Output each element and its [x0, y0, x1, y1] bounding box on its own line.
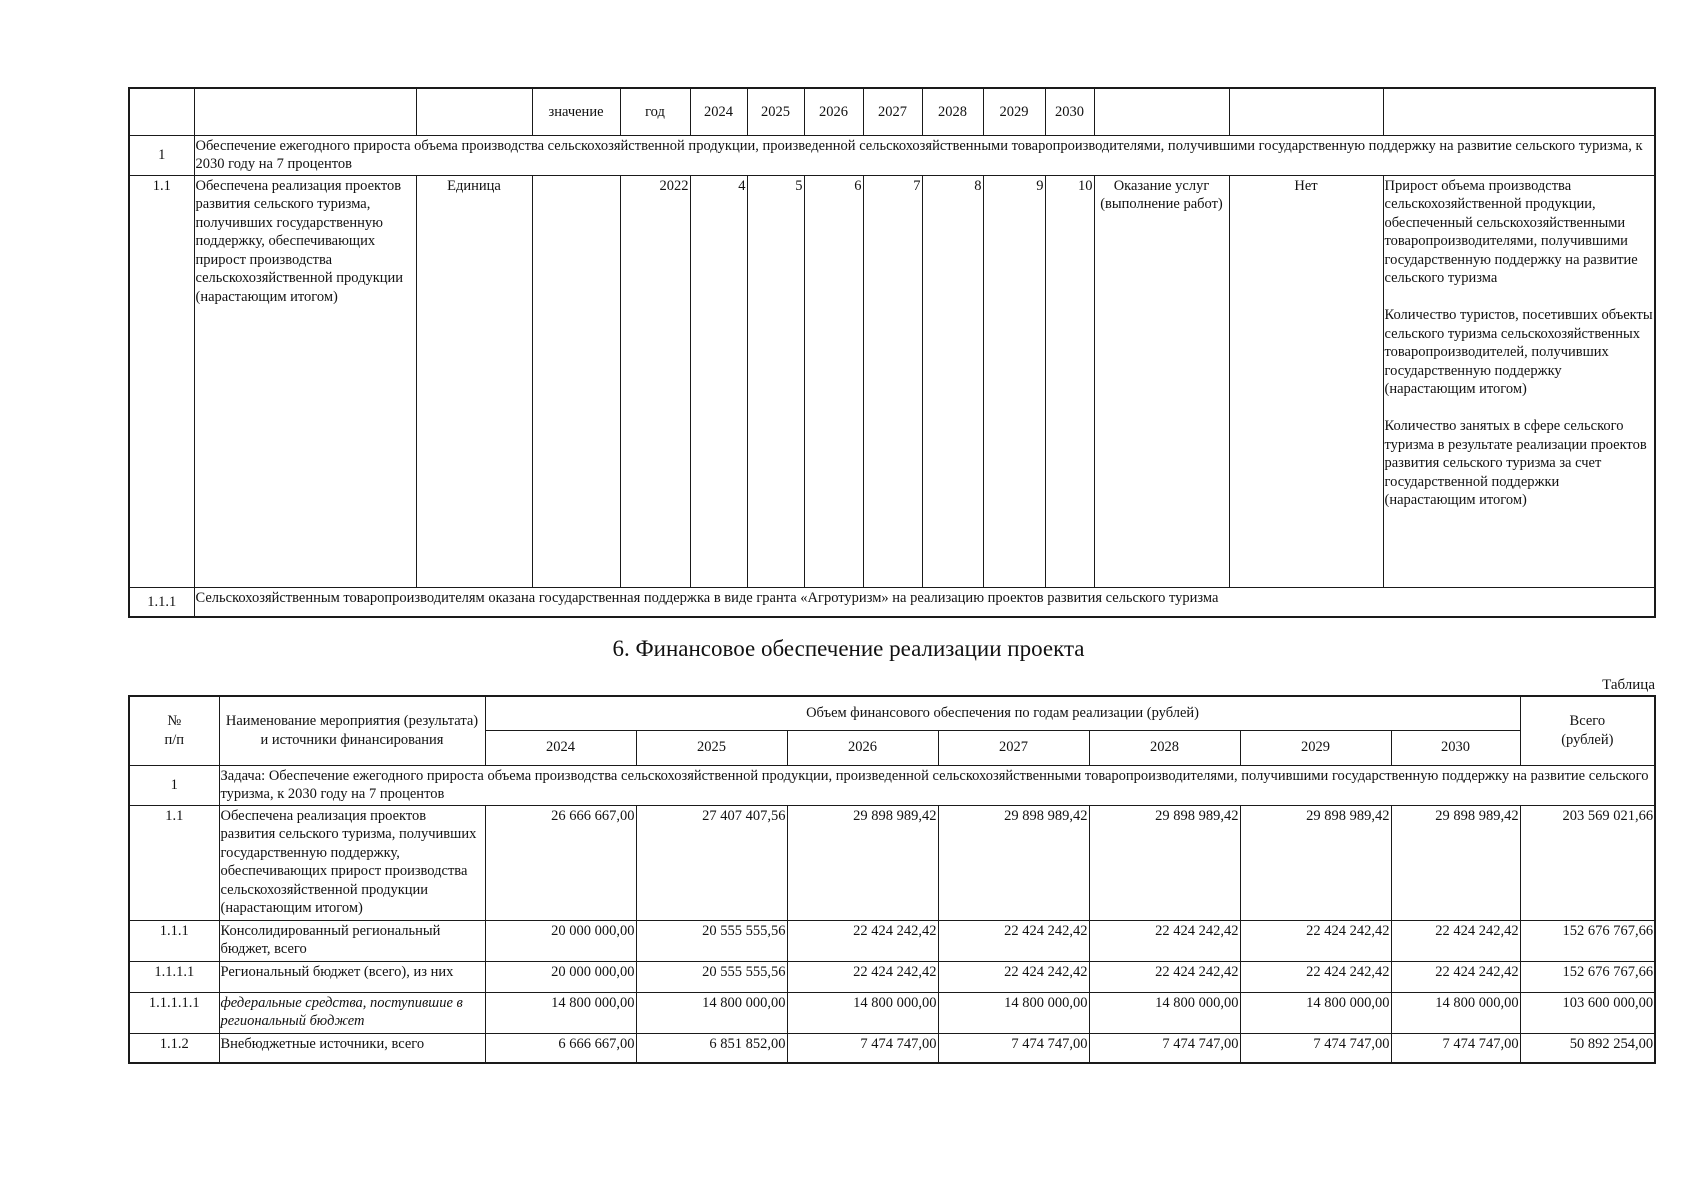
result-unit: Единица	[416, 175, 532, 587]
row-value-2027: 22 424 242,42	[938, 961, 1089, 992]
task-text: Задача: Обеспечение ежегодного прироста объема производства сельскохозяйственной продукции, произведенной сельскохозяйственными товаропроизводителями, получившими государственную поддержку на развитие сельского туризма, к 2030 году на 7 процентов	[219, 765, 1655, 805]
header-cell-empty	[1229, 88, 1383, 135]
finance-row	[129, 1033, 1655, 1063]
table-caption: Таблица	[1602, 677, 1655, 693]
result-value-2024: 4	[690, 175, 747, 587]
finance-header-row	[129, 696, 1655, 730]
header-value: значение	[532, 88, 620, 135]
result-base-value	[532, 175, 620, 587]
row-value-2027: 29 898 989,42	[938, 805, 1089, 920]
header-cell-empty	[1094, 88, 1229, 135]
row-number: 1.1.1.1	[129, 961, 219, 992]
finance-row	[129, 805, 1655, 920]
row-value-2024: 20 000 000,00	[485, 961, 636, 992]
result-value-2026: 6	[804, 175, 863, 587]
result-link: Прирост объема производства сельскохозяйственной продукции, обеспеченный сельскохозяйственными товаропроизводителями, получившими государственную поддержку на развитие сельского туризма Количество туристов, посетивших объекты сельского туризма сельскохозяйственных товаропроизводителей, получивших государственную поддержку (нарастающим итогом) Количество занятых в сфере сельского туризма в результате реализации проектов развития сельского туризма за счет государственной поддержки (нарастающим итогом)	[1383, 175, 1655, 587]
result-value-2025: 5	[747, 175, 804, 587]
header-year-2028: 2028	[922, 88, 983, 135]
row-value-2030: 14 800 000,00	[1391, 992, 1520, 1033]
row-value-2030: 7 474 747,00	[1391, 1033, 1520, 1063]
row-value-2025: 14 800 000,00	[636, 992, 787, 1033]
task-row	[129, 135, 1655, 175]
finance-row	[129, 920, 1655, 961]
row-value-2027: 7 474 747,00	[938, 1033, 1089, 1063]
header-number: № п/п	[129, 696, 219, 765]
row-value-2030: 22 424 242,42	[1391, 961, 1520, 992]
header-year-2027: 2027	[863, 88, 922, 135]
row-value-2025: 20 555 555,56	[636, 961, 787, 992]
header-total: Всего (рублей)	[1520, 696, 1655, 765]
row-value-2029: 7 474 747,00	[1240, 1033, 1391, 1063]
year-2029: 2029	[1240, 730, 1391, 765]
row-value-2026: 7 474 747,00	[787, 1033, 938, 1063]
result-base-year: 2022	[620, 175, 690, 587]
header-cell-empty	[194, 88, 416, 135]
header-year-2025: 2025	[747, 88, 804, 135]
row-name: Консолидированный региональный бюджет, всего	[219, 920, 485, 961]
row-value-2026: 29 898 989,42	[787, 805, 938, 920]
row-value-2028: 7 474 747,00	[1089, 1033, 1240, 1063]
result-value-2027: 7	[863, 175, 922, 587]
results-table	[128, 87, 1656, 618]
row-total: 203 569 021,66	[1520, 805, 1655, 920]
header-year: год	[620, 88, 690, 135]
row-value-2024: 6 666 667,00	[485, 1033, 636, 1063]
row-value-2028: 29 898 989,42	[1089, 805, 1240, 920]
row-value-2029: 29 898 989,42	[1240, 805, 1391, 920]
row-name: Внебюджетные источники, всего	[219, 1033, 485, 1063]
header-volume: Объем финансового обеспечения по годам реализации (рублей)	[485, 696, 1520, 730]
row-number: 1.1.1.1.1	[129, 992, 219, 1033]
row-value-2030: 22 424 242,42	[1391, 920, 1520, 961]
row-value-2024: 14 800 000,00	[485, 992, 636, 1033]
result-value-2028: 8	[922, 175, 983, 587]
task-number: 1	[129, 135, 194, 175]
row-value-2026: 14 800 000,00	[787, 992, 938, 1033]
header-cell-empty	[129, 88, 194, 135]
row-value-2028: 22 424 242,42	[1089, 920, 1240, 961]
row-name: Обеспечена реализация проектов развития сельского туризма, получивших государственную поддержку, обеспечивающих прирост производства сельскохозяйственной продукции (нарастающим итогом)	[219, 805, 485, 920]
row-value-2025: 6 851 852,00	[636, 1033, 787, 1063]
finance-task-row	[129, 765, 1655, 805]
row-name: Региональный бюджет (всего), из них	[219, 961, 485, 992]
row-value-2028: 22 424 242,42	[1089, 961, 1240, 992]
result-type: Оказание услуг (выполнение работ)	[1094, 175, 1229, 587]
row-number: 1.1	[129, 805, 219, 920]
row-name: федеральные средства, поступившие в региональный бюджет	[219, 992, 485, 1033]
year-2030: 2030	[1391, 730, 1520, 765]
sub-row	[129, 587, 1655, 617]
result-number: 1.1	[129, 175, 194, 587]
header-cell-empty	[416, 88, 532, 135]
sub-text: Сельскохозяйственным товаропроизводителям оказана государственная поддержка в виде гранта «Агротуризм» на реализацию проектов развития сельского туризма	[194, 587, 1655, 617]
header-year-2030: 2030	[1045, 88, 1094, 135]
year-2026: 2026	[787, 730, 938, 765]
section-title: 6. Финансовое обеспечение реализации проекта	[612, 636, 1085, 661]
header-cell-empty	[1383, 88, 1655, 135]
header-year-2029: 2029	[983, 88, 1045, 135]
row-total: 152 676 767,66	[1520, 920, 1655, 961]
row-total: 50 892 254,00	[1520, 1033, 1655, 1063]
result-value-2030: 10	[1045, 175, 1094, 587]
row-value-2026: 22 424 242,42	[787, 920, 938, 961]
results-header-row	[129, 88, 1655, 135]
year-2027: 2027	[938, 730, 1089, 765]
row-total: 103 600 000,00	[1520, 992, 1655, 1033]
task-number: 1	[129, 765, 219, 805]
row-value-2025: 20 555 555,56	[636, 920, 787, 961]
finance-table	[128, 695, 1656, 1064]
finance-row	[129, 992, 1655, 1033]
sub-number: 1.1.1	[129, 587, 194, 617]
row-number: 1.1.2	[129, 1033, 219, 1063]
finance-row	[129, 961, 1655, 992]
row-number: 1.1.1	[129, 920, 219, 961]
year-2024: 2024	[485, 730, 636, 765]
row-value-2024: 26 666 667,00	[485, 805, 636, 920]
row-value-2025: 27 407 407,56	[636, 805, 787, 920]
row-value-2027: 22 424 242,42	[938, 920, 1089, 961]
task-text: Обеспечение ежегодного прироста объема производства сельскохозяйственной продукции, произведенной сельскохозяйственными товаропроизводителями, получившими государственную поддержку на развитие сельского туризма, к 2030 году на 7 процентов	[194, 135, 1655, 175]
row-value-2027: 14 800 000,00	[938, 992, 1089, 1033]
header-year-2024: 2024	[690, 88, 747, 135]
row-value-2030: 29 898 989,42	[1391, 805, 1520, 920]
header-name: Наименование мероприятия (результата) и источники финансирования	[219, 696, 485, 765]
result-attribute: Нет	[1229, 175, 1383, 587]
result-value-2029: 9	[983, 175, 1045, 587]
row-value-2028: 14 800 000,00	[1089, 992, 1240, 1033]
year-2025: 2025	[636, 730, 787, 765]
row-total: 152 676 767,66	[1520, 961, 1655, 992]
row-value-2029: 14 800 000,00	[1240, 992, 1391, 1033]
result-name: Обеспечена реализация проектов развития сельского туризма, получивших государственную поддержку, обеспечивающих прирост производства сельскохозяйственной продукции (нарастающим итогом)	[194, 175, 416, 587]
row-value-2029: 22 424 242,42	[1240, 961, 1391, 992]
header-year-2026: 2026	[804, 88, 863, 135]
row-value-2026: 22 424 242,42	[787, 961, 938, 992]
result-row	[129, 175, 1655, 587]
row-value-2024: 20 000 000,00	[485, 920, 636, 961]
row-value-2029: 22 424 242,42	[1240, 920, 1391, 961]
year-2028: 2028	[1089, 730, 1240, 765]
